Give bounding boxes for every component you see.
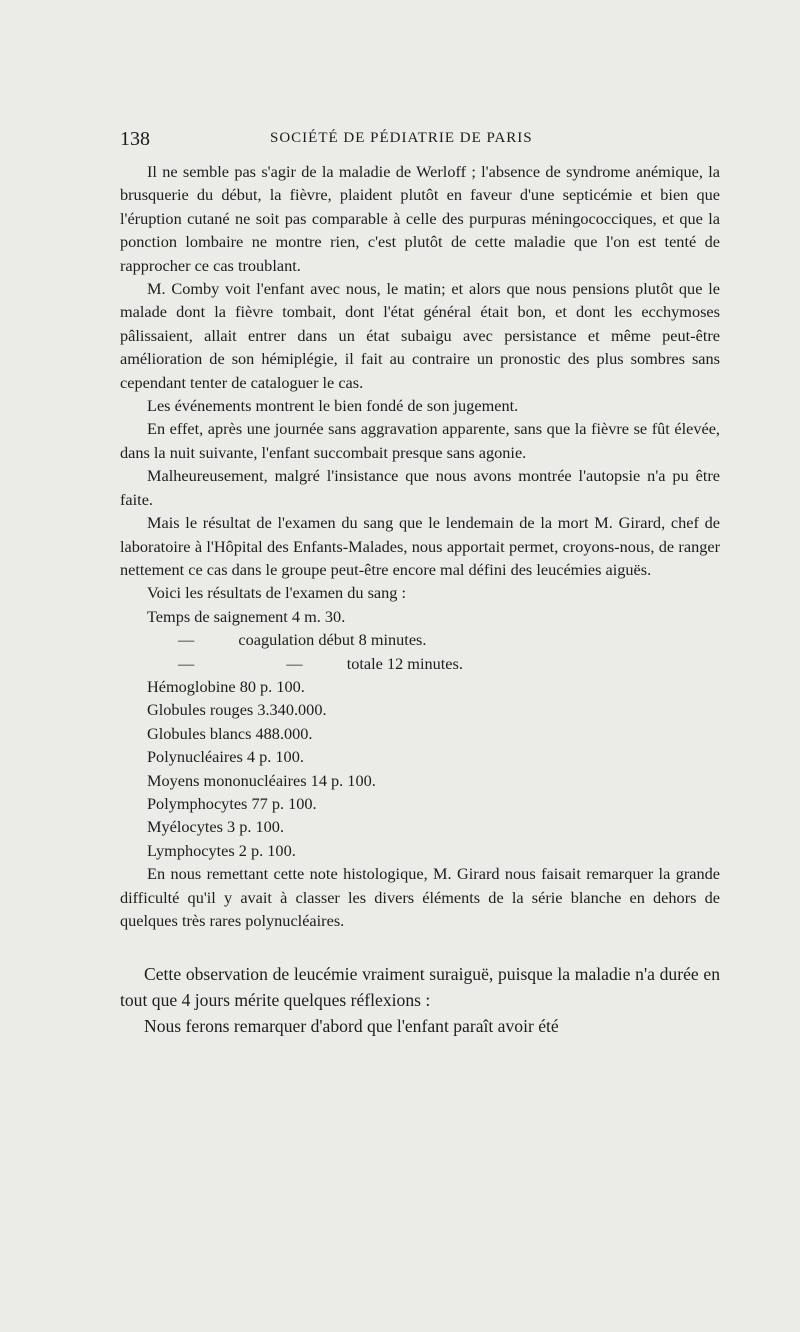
- paragraph-histology-note: En nous remettant cette note histologique, M. Girard nous faisait remarquer la grande difficulté qu'il y avait à classer les divers éléments de la série blanche en dehors de quelques très rares polynucléaires.: [120, 864, 720, 930]
- coagulation-dash-a: —: [178, 653, 195, 673]
- paragraph-comby: M. Comby voit l'enfant avec nous, le matin; et alors que nous pensions plutôt que le malade dont la fièvre tombait, dont l'état général était bon, et dont les ecchymoses pâlissaient, allait entrer dans un état subaigu avec persistance et même peut-être amélioration de son hémiplégie, il fait au contraire un pronostic des plus sombres sans cependant tenter de cataloguer le cas.: [120, 279, 720, 392]
- list-item: Lymphocytes 2 p. 100.: [147, 840, 296, 860]
- coagulation-dash: —: [178, 630, 195, 650]
- paragraph-werloff: Il ne semble pas s'agir de la maladie de Werloff ; l'absence de syndrome anémique, la brusquerie du début, la fièvre, plaident plutôt en faveur d'une septicémie et bien que l'éruption cutané ne soit pas comparable à celle des purpuras méningococciques, et que la ponction lombaire ne montre rien, c'est plutôt de cette maladie que l'on est tenté de rapprocher ce cas troublant.: [120, 162, 720, 275]
- page-number: 138: [120, 128, 150, 150]
- paragraph-events: Les événements montrent le bien fondé de son jugement.: [147, 396, 519, 416]
- list-item: Globules rouges 3.340.000.: [147, 700, 327, 720]
- coagulation-total-row: [120, 652, 720, 675]
- list-item: Globules blancs 488.000.: [147, 723, 313, 743]
- blood-results-list: [120, 605, 720, 862]
- paragraph-autopsy: Malheureusement, malgré l'insistance que nous avons montrée l'autopsie n'a pu être faite.: [120, 466, 720, 509]
- list-item: Polymphocytes 77 p. 100.: [147, 793, 317, 813]
- paragraph-en-effet: En effet, après une journée sans aggravation apparente, sans que la fièvre se fût élevée, dans la nuit suivante, l'enfant succombait presque sans agonie.: [120, 419, 720, 462]
- coagulation-dash-b: —: [286, 653, 303, 673]
- section-gap: [120, 932, 720, 962]
- paragraph-voici: Voici les résultats de l'examen du sang :: [147, 583, 407, 603]
- running-title: SOCIÉTÉ DE PÉDIATRIE DE PARIS: [270, 130, 533, 146]
- paragraph-girard: Mais le résultat de l'examen du sang que le lendemain de la mort M. Girard, chef de laboratoire à l'Hôpital des Enfants-Malades, nous apportait permet, croyons-nous, de ranger nettement ce cas dans le groupe peut-être encore mal défini des leucémies aiguës.: [120, 513, 720, 579]
- closing-paragraph-observation: Cette observation de leucémie vraiment suraiguë, puisque la maladie n'a durée en tout que 4 jours mérite quelques réflexions :: [120, 964, 720, 1011]
- body-text: [120, 160, 720, 1040]
- coagulation-start: coagulation début 8 minutes.: [238, 630, 427, 650]
- page-header: [120, 128, 720, 152]
- list-item: Polynucléaires 4 p. 100.: [147, 747, 304, 767]
- coagulation-start-row: [120, 628, 720, 651]
- list-item: Moyens mononucléaires 14 p. 100.: [147, 770, 376, 790]
- closing-paragraph-remark: Nous ferons remarquer d'abord que l'enfant paraît avoir été: [144, 1016, 559, 1036]
- list-item: Hémoglobine 80 p. 100.: [147, 676, 305, 696]
- bleeding-time: Temps de saignement 4 m. 30.: [147, 606, 346, 626]
- coagulation-total: totale 12 minutes.: [346, 653, 463, 673]
- list-item: Myélocytes 3 p. 100.: [147, 817, 285, 837]
